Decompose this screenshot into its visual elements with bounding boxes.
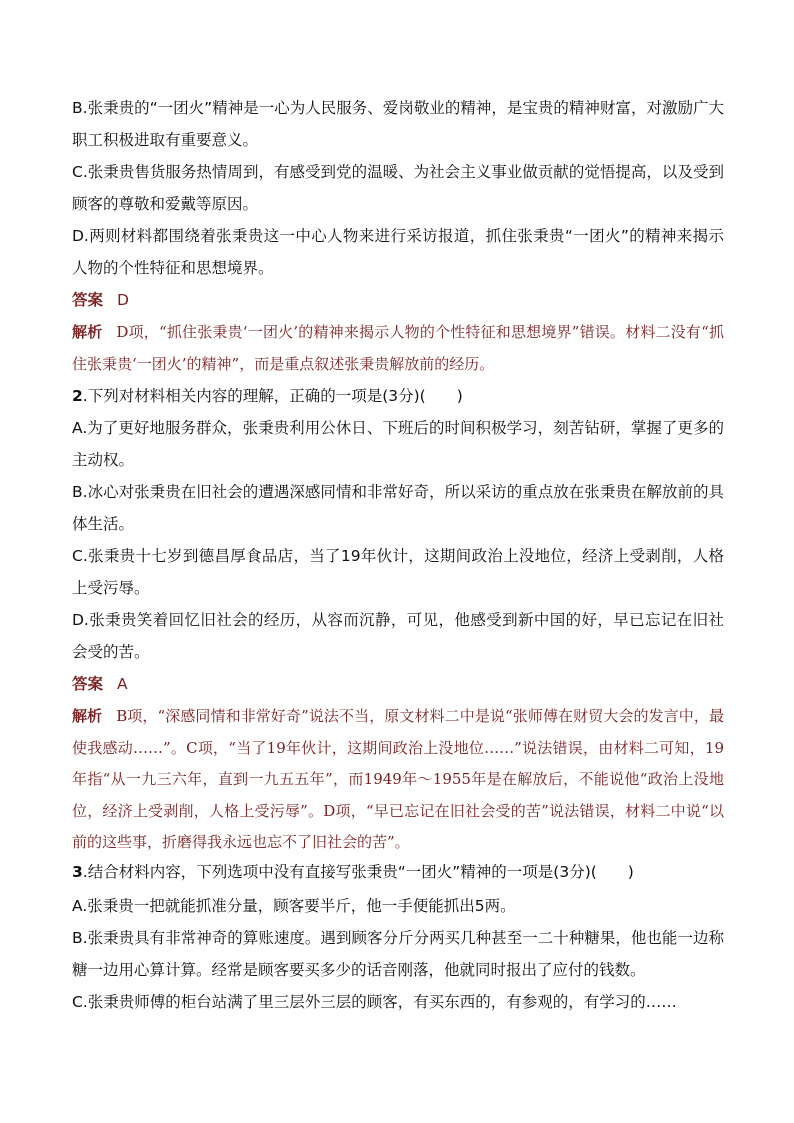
q3-option-c: C.张秉贵师傅的柜台站满了里三层外三层的顾客，有买东西的，有参观的，有学习的…… [72, 993, 677, 1011]
q1-option-b: B.张秉贵的“一团火”精神是一心为人民服务、爱岗敬业的精神，是宝贵的精神财富，对激励广大职工积极进取有重要意义。 [72, 99, 724, 149]
q3-option-a: A.张秉贵一把就能抓准分量，顾客要半斤，他一手便能抓出5两。 [72, 897, 516, 915]
question-stem: .结合材料内容，下列选项中没有直接写张秉贵“一团火”精神的一项是(3分)( ) [82, 863, 634, 881]
q2-option-d: D.张秉贵笑着回忆旧社会的经历，从容而沉静，可见，他感受到新中国的好，早已忘记在旧社会受的苦。 [72, 611, 724, 661]
q3-option-b: B.张秉贵具有非常神奇的算账速度。遇到顾客分斤分两买几种甚至一二十种糖果，他也能一边称糖一边用心算计算。经常是顾客要买多少的话音刚落，他就同时报出了应付的钱数。 [72, 929, 724, 979]
answer-value: D [117, 291, 129, 309]
analysis-text: B项，“深感同情和非常好奇”说法不当，原文材料二中是说“张师傅在财贸大会的发言中，最使我感动……”。C项，“当了19年伙计，这期间政治上没地位……”说法错误，由材料二可知，19年指“从一九三六年，直到一九五五年”，而1949年～1955年是在解放后，不能说他“政治上没地位，经济上受剥削，人格上受污辱”。D项，“早已忘记在旧社会受的苦”说法错误，材料二中说“以前的这些事，折磨得我永远也忘不了旧社会的苦”。 [72, 707, 724, 851]
question-3 [72, 857, 724, 889]
question-number: 3 [72, 863, 83, 881]
question-stem: .下列对材料相关内容的理解，正确的一项是(3分)( ) [82, 387, 463, 405]
q1-answer [72, 285, 724, 317]
answer-value: A [117, 675, 128, 693]
q1-analysis [72, 317, 724, 380]
question-number: 2 [72, 387, 83, 405]
answer-label: 答案 [72, 675, 104, 693]
analysis-label: 解析 [72, 323, 103, 341]
analysis-label: 解析 [72, 707, 103, 725]
q1-option-c: C.张秉贵售货服务热情周到，有感受到党的温暖、为社会主义事业做贡献的觉悟提高，以及受到顾客的尊敬和爱戴等原因。 [72, 163, 724, 213]
q2-option-c: C.张秉贵十七岁到德昌厚食品店，当了19年伙计，这期间政治上没地位，经济上受剥削，人格上受污辱。 [72, 547, 724, 597]
q2-analysis [72, 701, 724, 859]
analysis-text: D项，“抓住张秉贵‘一团火’的精神来揭示人物的个性特征和思想境界”错误。材料二没有“抓住张秉贵‘一团火’的精神”，而是重点叙述张秉贵解放前的经历。 [72, 323, 724, 373]
q2-answer [72, 669, 724, 701]
question-2 [72, 381, 724, 413]
q2-option-a: A.为了更好地服务群众，张秉贵利用公休日、下班后的时间积极学习，刻苦钻研，掌握了更多的主动权。 [72, 419, 724, 469]
q2-option-b: B.冰心对张秉贵在旧社会的遭遇深感同情和非常好奇，所以采访的重点放在张秉贵在解放前的具体生活。 [72, 483, 724, 533]
q1-option-d: D.两则材料都围绕着张秉贵这一中心人物来进行采访报道，抓住张秉贵“一团火”的精神来揭示人物的个性特征和思想境界。 [72, 227, 724, 277]
answer-label: 答案 [72, 291, 104, 309]
